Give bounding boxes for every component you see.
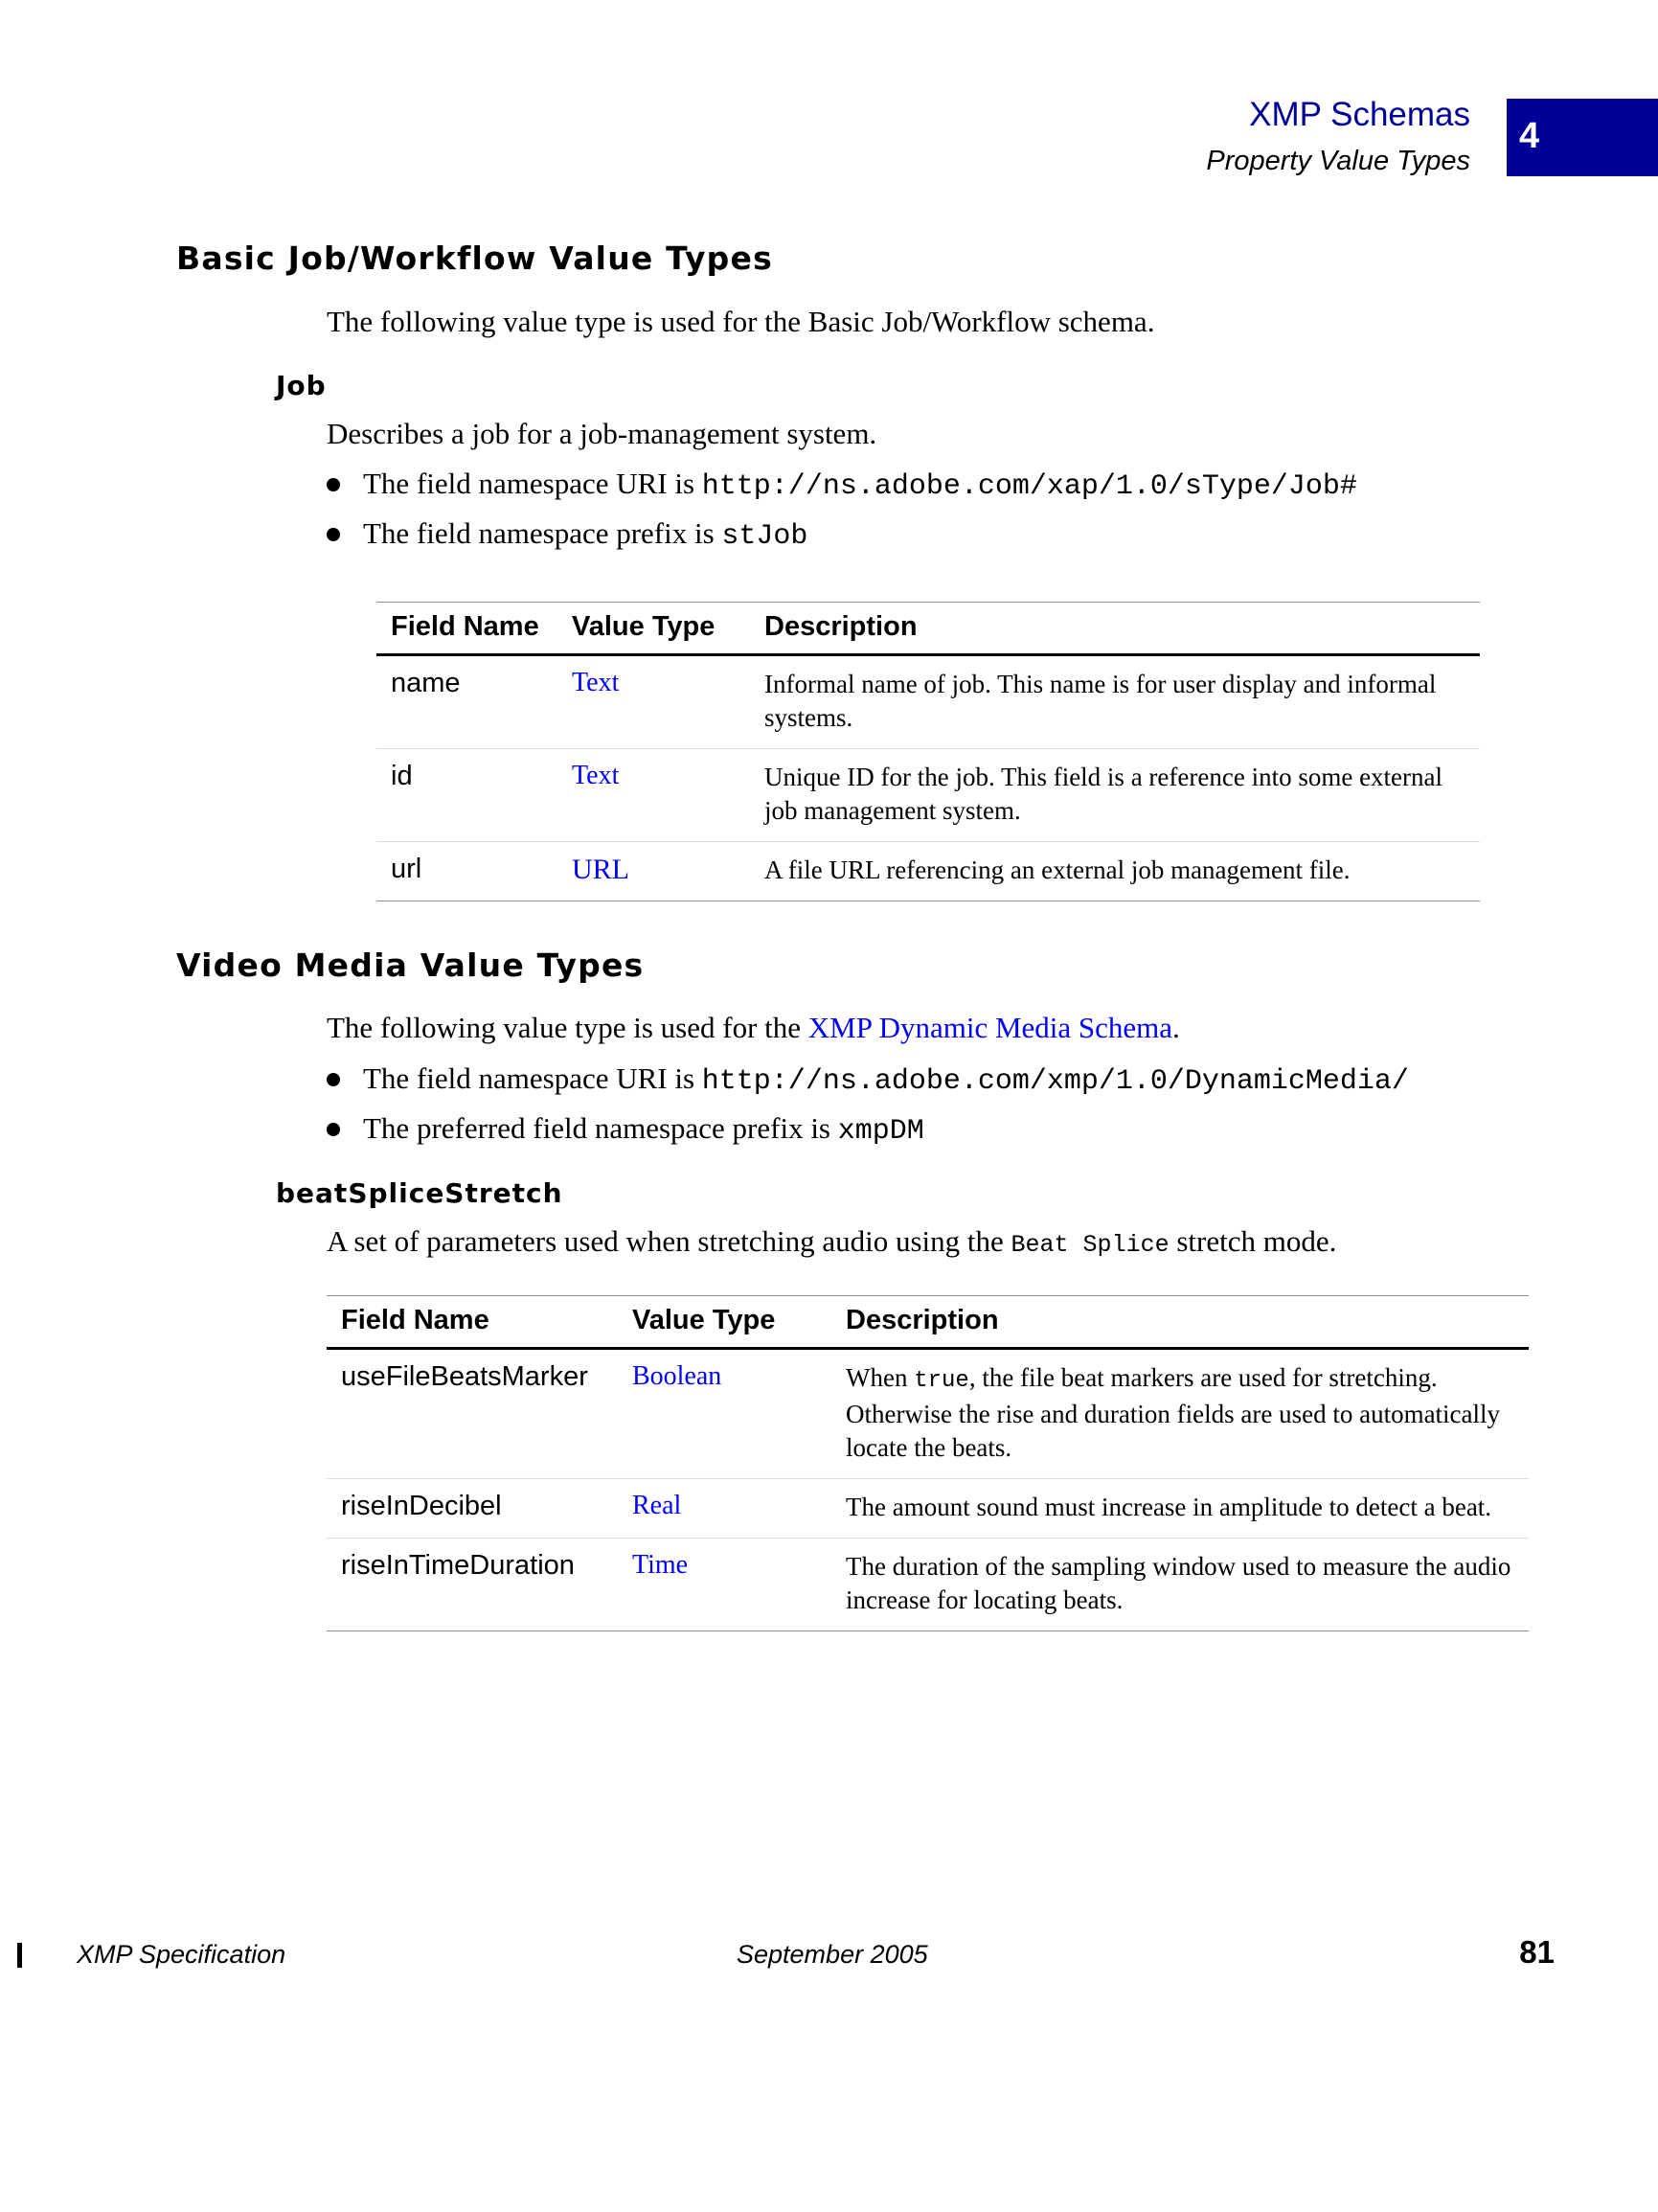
field-name: riseInDecibel — [327, 1479, 618, 1539]
bullet-icon — [327, 1123, 340, 1136]
table-row — [376, 655, 1480, 749]
video-namespace-uri: http://ns.adobe.com/xmp/1.0/DynamicMedia/ — [701, 1065, 1409, 1098]
field-name: url — [376, 842, 557, 901]
bullet-video-prefix: The preferred field namespace prefix is xmpDM — [327, 1111, 924, 1148]
job-namespace-prefix: stJob — [721, 520, 808, 553]
job-fields-table — [376, 602, 1480, 901]
subheading-job: Job — [276, 370, 327, 401]
column-header: Value Type — [618, 1296, 831, 1349]
field-description: The amount sound must increase in amplitude to detect a beat. — [831, 1479, 1529, 1539]
field-name: riseInTimeDuration — [327, 1539, 618, 1631]
job-namespace-uri: http://ns.adobe.com/xap/1.0/sType/Job# — [701, 470, 1357, 503]
footer-document-title: XMP Specification — [77, 1940, 286, 1969]
beatsplicestretch-fields-table — [327, 1295, 1529, 1631]
section-video-intro: The following value type is used for the XMP Dynamic Media Schema. — [327, 1011, 1180, 1044]
chapter-number: 4 — [1519, 116, 1540, 156]
beat-splice-code: Beat Splice — [1011, 1231, 1170, 1259]
value-type-link[interactable]: Boolean — [618, 1349, 831, 1479]
table-header-row — [376, 603, 1480, 655]
job-description: Describes a job for a job-management system. — [327, 417, 877, 450]
table-header-row — [327, 1296, 1529, 1349]
field-name: id — [376, 749, 557, 842]
field-name: name — [376, 655, 557, 749]
beatsplicestretch-description: A set of parameters used when stretching audio using the Beat Splice stretch mode. — [327, 1224, 1337, 1259]
video-namespace-prefix: xmpDM — [837, 1115, 924, 1148]
table-row — [327, 1349, 1529, 1479]
bullet-icon — [327, 528, 340, 541]
true-code: true — [914, 1368, 969, 1394]
page-number: 81 — [1519, 1934, 1555, 1970]
field-description: When true, the file beat markers are used for stretching. Otherwise the rise and duration fields are used to automatically locate the beats. — [831, 1349, 1529, 1479]
table-row — [327, 1479, 1529, 1539]
change-bar — [17, 1943, 22, 1968]
field-description: The duration of the sampling window used to measure the audio increase for locating beats. — [831, 1539, 1529, 1631]
bullet-job-prefix: The field namespace prefix is stJob — [327, 516, 807, 553]
running-header-subtitle: Property Value Types — [1206, 146, 1470, 176]
column-header: Field Name — [327, 1296, 618, 1349]
value-type-link[interactable]: Time — [618, 1539, 831, 1631]
value-type-link[interactable]: Text — [557, 749, 750, 842]
footer-date: September 2005 — [737, 1940, 928, 1969]
column-header: Field Name — [376, 603, 557, 655]
section-heading-video: Video Media Value Types — [176, 946, 645, 984]
subheading-beatsplicestretch: beatSpliceStretch — [276, 1177, 563, 1209]
column-header: Value Type — [557, 603, 750, 655]
bullet-video-uri: The field namespace URI is http://ns.adobe.com/xmp/1.0/DynamicMedia/ — [327, 1061, 1409, 1098]
table-row — [376, 749, 1480, 842]
field-description: Unique ID for the job. This field is a reference into some external job management system. — [750, 749, 1480, 842]
table-row — [376, 842, 1480, 901]
running-header-title: XMP Schemas — [1249, 96, 1470, 133]
bullet-icon — [327, 1073, 340, 1086]
value-type-link[interactable]: Text — [557, 655, 750, 749]
section-job-intro: The following value type is used for the Basic Job/Workflow schema. — [327, 305, 1155, 338]
value-type-link[interactable]: Real — [618, 1479, 831, 1539]
bullet-icon — [327, 478, 340, 491]
column-header: Description — [750, 603, 1480, 655]
section-heading-job: Basic Job/Workflow Value Types — [176, 239, 773, 277]
column-header: Description — [831, 1296, 1529, 1349]
field-description: Informal name of job. This name is for user display and informal systems. — [750, 655, 1480, 749]
value-type-link[interactable]: URL — [557, 842, 750, 901]
table-row — [327, 1539, 1529, 1631]
bullet-job-uri: The field namespace URI is http://ns.adobe.com/xap/1.0/sType/Job# — [327, 467, 1357, 503]
field-name: useFileBeatsMarker — [327, 1349, 618, 1479]
dynamic-media-schema-link[interactable]: XMP Dynamic Media Schema — [807, 1011, 1173, 1044]
field-description: A file URL referencing an external job management file. — [750, 842, 1480, 901]
chapter-number-tab — [1507, 99, 1658, 176]
